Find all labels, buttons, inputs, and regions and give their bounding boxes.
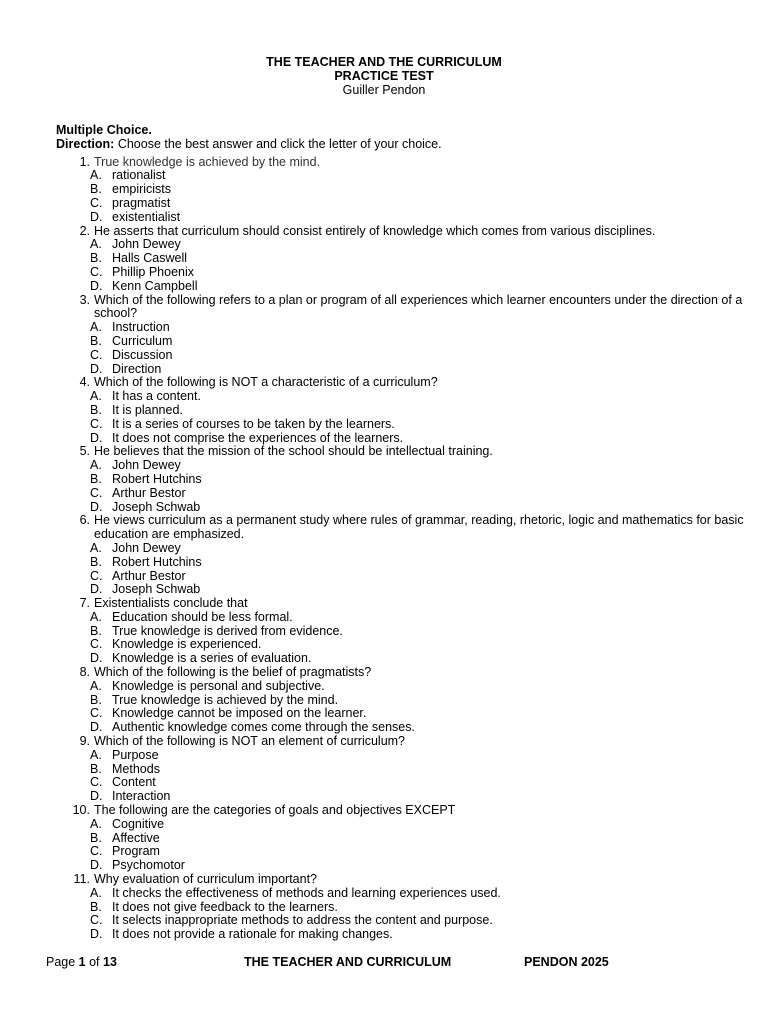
answer-options [56, 680, 746, 735]
option-letter: A. [90, 540, 102, 555]
option-letter: C. [90, 416, 103, 431]
option-letter: B. [90, 554, 102, 569]
question-item [56, 735, 746, 804]
question-item [56, 666, 746, 735]
answer-option[interactable] [90, 252, 746, 266]
question-number: 7. [79, 596, 90, 611]
option-text: Methods [112, 761, 160, 776]
direction-text: Choose the best answer and click the letter of your choice. [114, 136, 442, 151]
option-text: Knowledge is personal and subjective. [112, 678, 325, 693]
option-text: Robert Hutchins [112, 554, 202, 569]
answer-option[interactable] [90, 266, 746, 280]
question-line [56, 376, 746, 390]
document-title: THE TEACHER AND THE CURRICULUM [266, 55, 502, 69]
answer-option[interactable] [90, 459, 746, 473]
section-heading: Multiple Choice. [56, 123, 152, 137]
option-text: It is planned. [112, 402, 183, 417]
direction-line [56, 138, 746, 152]
question-text: He believes that the mission of the school should be intellectual training. [94, 444, 493, 459]
option-text: Direction [112, 361, 162, 376]
answer-option[interactable] [90, 390, 746, 404]
question-number: 9. [79, 734, 90, 749]
question-line [56, 156, 746, 170]
option-letter: D. [90, 789, 103, 804]
option-letter: A. [90, 168, 102, 183]
option-text: Halls Caswell [112, 251, 188, 266]
option-letter: C. [90, 706, 103, 721]
option-letter: D. [90, 430, 103, 445]
answer-option[interactable] [90, 680, 746, 694]
option-letter: D. [90, 278, 103, 293]
option-letter: B. [90, 251, 102, 266]
option-text: It does not give feedback to the learners. [112, 899, 338, 914]
question-number: 6. [79, 513, 90, 528]
option-letter: B. [90, 830, 102, 845]
option-text: It does not provide a rationale for making changes. [112, 927, 393, 942]
document-subtitle: PRACTICE TEST [334, 69, 434, 83]
question-line [56, 666, 746, 680]
question-text: Which of the following is the belief of pragmatists? [94, 665, 372, 680]
option-text: It does not comprise the experiences of the learners. [112, 430, 404, 445]
answer-option[interactable] [90, 238, 746, 252]
page-current: 1 [78, 955, 86, 969]
answer-option[interactable] [90, 901, 746, 915]
option-letter: C. [90, 775, 103, 790]
option-text: It has a content. [112, 389, 201, 404]
option-letter: C. [90, 637, 103, 652]
option-text: Cognitive [112, 816, 165, 831]
answer-options [56, 390, 746, 445]
option-letter: C. [90, 347, 103, 362]
question-text: Why evaluation of curriculum important? [94, 872, 318, 887]
option-text: Affective [112, 830, 160, 845]
question-line [56, 225, 746, 239]
option-text: Education should be less formal. [112, 609, 293, 624]
document-header [0, 55, 768, 97]
question-number: 2. [79, 223, 90, 238]
question-number: 1. [79, 154, 90, 169]
answer-option[interactable] [90, 321, 746, 335]
question-text: He asserts that curriculum should consist entirely of knowledge which comes from various disciplines. [94, 223, 656, 238]
answer-option[interactable] [90, 487, 746, 501]
option-text: It selects inappropriate methods to address the content and purpose. [112, 913, 493, 928]
option-letter: B. [90, 623, 102, 638]
answer-option[interactable] [90, 280, 746, 294]
answer-options [56, 542, 746, 597]
option-letter: C. [90, 844, 103, 859]
option-letter: A. [90, 458, 102, 473]
option-letter: B. [90, 692, 102, 707]
answer-option[interactable] [90, 197, 746, 211]
question-number: 3. [79, 292, 90, 307]
option-text: Content [112, 775, 156, 790]
answer-option[interactable] [90, 845, 746, 859]
option-text: Knowledge is a series of evaluation. [112, 651, 312, 666]
option-text: pragmatist [112, 195, 171, 210]
option-text: John Dewey [112, 458, 181, 473]
page-of-word: of [85, 955, 103, 969]
answer-option[interactable] [90, 432, 746, 446]
answer-option[interactable] [90, 832, 746, 846]
option-letter: A. [90, 816, 102, 831]
answer-option[interactable] [90, 749, 746, 763]
option-letter: D. [90, 582, 103, 597]
answer-option[interactable] [90, 418, 746, 432]
question-list [56, 156, 746, 942]
answer-option[interactable] [90, 638, 746, 652]
option-text: It is a series of courses to be taken by the learners. [112, 416, 395, 431]
option-letter: B. [90, 182, 102, 197]
question-item [56, 514, 746, 597]
answer-option[interactable] [90, 776, 746, 790]
answer-option[interactable] [90, 363, 746, 377]
question-item [56, 445, 746, 514]
option-text: existentialist [112, 209, 181, 224]
question-item [56, 597, 746, 666]
question-text: Existentialists conclude that [94, 596, 248, 611]
option-letter: B. [90, 471, 102, 486]
question-number: 5. [79, 444, 90, 459]
answer-option[interactable] [90, 583, 746, 597]
answer-option[interactable] [90, 763, 746, 777]
question-item [56, 156, 746, 225]
page-footer [46, 955, 746, 971]
answer-option[interactable] [90, 404, 746, 418]
answer-option[interactable] [90, 570, 746, 584]
option-text: Psychomotor [112, 858, 185, 873]
question-line [56, 597, 746, 611]
answer-option[interactable] [90, 625, 746, 639]
question-item [56, 225, 746, 294]
question-text: True knowledge is achieved by the mind. [94, 154, 321, 169]
option-text: True knowledge is derived from evidence. [112, 623, 343, 638]
option-letter: A. [90, 320, 102, 335]
option-text: Discussion [112, 347, 173, 362]
option-letter: C. [90, 195, 103, 210]
option-letter: D. [90, 927, 103, 942]
answer-option[interactable] [90, 694, 746, 708]
question-line [56, 804, 746, 818]
answer-option[interactable] [90, 349, 746, 363]
option-text: Robert Hutchins [112, 471, 202, 486]
option-letter: B. [90, 899, 102, 914]
question-line [56, 735, 746, 749]
answer-options [56, 818, 746, 873]
option-letter: A. [90, 747, 102, 762]
direction-label: Direction: [56, 136, 115, 151]
answer-option[interactable] [90, 914, 746, 928]
option-text: Purpose [112, 747, 159, 762]
question-line [56, 294, 746, 322]
question-text: Which of the following is NOT an element of curriculum? [94, 734, 406, 749]
option-text: Interaction [112, 789, 171, 804]
question-text: The following are the categories of goals and objectives EXCEPT [94, 803, 456, 818]
page-word: Page [46, 955, 79, 969]
question-number: 11. [73, 872, 90, 887]
question-line [56, 514, 746, 542]
question-item [56, 804, 746, 873]
option-text: Phillip Phoenix [112, 264, 194, 279]
question-line [56, 445, 746, 459]
answer-options [56, 611, 746, 666]
question-number: 10. [72, 803, 90, 818]
footer-title: THE TEACHER AND CURRICULUM [244, 955, 452, 969]
answer-options [56, 887, 746, 942]
answer-option[interactable] [90, 473, 746, 487]
answer-options [56, 169, 746, 224]
page-number [46, 955, 117, 969]
option-letter: A. [90, 389, 102, 404]
answer-option[interactable] [90, 169, 746, 183]
option-text: Arthur Bestor [112, 568, 186, 583]
footer-author-year: PENDON 2025 [524, 955, 609, 969]
question-number: 4. [79, 375, 90, 390]
answer-option[interactable] [90, 611, 746, 625]
answer-option[interactable] [90, 859, 746, 873]
option-letter: C. [90, 264, 103, 279]
answer-option[interactable] [90, 183, 746, 197]
question-text: Which of the following is NOT a characteristic of a curriculum? [94, 375, 438, 390]
question-line [56, 873, 746, 887]
option-text: It checks the effectiveness of methods and learning experiences used. [112, 885, 501, 900]
multiple-choice-section [56, 124, 746, 942]
option-letter: C. [90, 568, 103, 583]
option-letter: C. [90, 913, 103, 928]
answer-option[interactable] [90, 790, 746, 804]
option-letter: D. [90, 209, 103, 224]
option-letter: D. [90, 499, 103, 514]
option-text: Authentic knowledge comes come through the senses. [112, 720, 415, 735]
answer-option[interactable] [90, 211, 746, 225]
answer-options [56, 459, 746, 514]
answer-option[interactable] [90, 335, 746, 349]
option-letter: A. [90, 237, 102, 252]
answer-option[interactable] [90, 652, 746, 666]
option-text: Arthur Bestor [112, 485, 186, 500]
option-letter: C. [90, 485, 103, 500]
answer-options [56, 238, 746, 293]
answer-option[interactable] [90, 887, 746, 901]
answer-options [56, 749, 746, 804]
option-letter: D. [90, 720, 103, 735]
answer-option[interactable] [90, 707, 746, 721]
option-text: empiricists [112, 182, 172, 197]
answer-option[interactable] [90, 818, 746, 832]
option-letter: A. [90, 885, 102, 900]
option-letter: B. [90, 761, 102, 776]
answer-option[interactable] [90, 501, 746, 515]
option-text: John Dewey [112, 237, 181, 252]
answer-option[interactable] [90, 542, 746, 556]
question-text: He views curriculum as a permanent study where rules of grammar, reading, rhetoric, logic and mathematics for basic education are emphasized. [94, 513, 744, 542]
question-item [56, 294, 746, 377]
option-text: Program [112, 844, 160, 859]
option-text: Instruction [112, 320, 170, 335]
option-letter: A. [90, 678, 102, 693]
question-item [56, 873, 746, 942]
document-author: Guiller Pendon [342, 83, 426, 97]
option-letter: D. [90, 361, 103, 376]
option-text: Joseph Schwab [112, 582, 201, 597]
answer-option[interactable] [90, 928, 746, 942]
option-text: Knowledge cannot be imposed on the learner. [112, 706, 367, 721]
option-letter: B. [90, 333, 102, 348]
question-text: Which of the following refers to a plan or program of all experiences which learner encounters under the direction of a school? [94, 292, 743, 321]
option-text: Joseph Schwab [112, 499, 201, 514]
option-text: Kenn Campbell [112, 278, 198, 293]
answer-option[interactable] [90, 556, 746, 570]
option-letter: D. [90, 651, 103, 666]
option-text: Knowledge is experienced. [112, 637, 262, 652]
option-letter: B. [90, 402, 102, 417]
question-number: 8. [79, 665, 90, 680]
answer-option[interactable] [90, 721, 746, 735]
option-text: True knowledge is achieved by the mind. [112, 692, 339, 707]
option-letter: D. [90, 858, 103, 873]
page-total: 13 [103, 955, 117, 969]
option-text: Curriculum [112, 333, 173, 348]
option-text: rationalist [112, 168, 166, 183]
answer-options [56, 321, 746, 376]
option-letter: A. [90, 609, 102, 624]
question-item [56, 376, 746, 445]
option-text: John Dewey [112, 540, 181, 555]
